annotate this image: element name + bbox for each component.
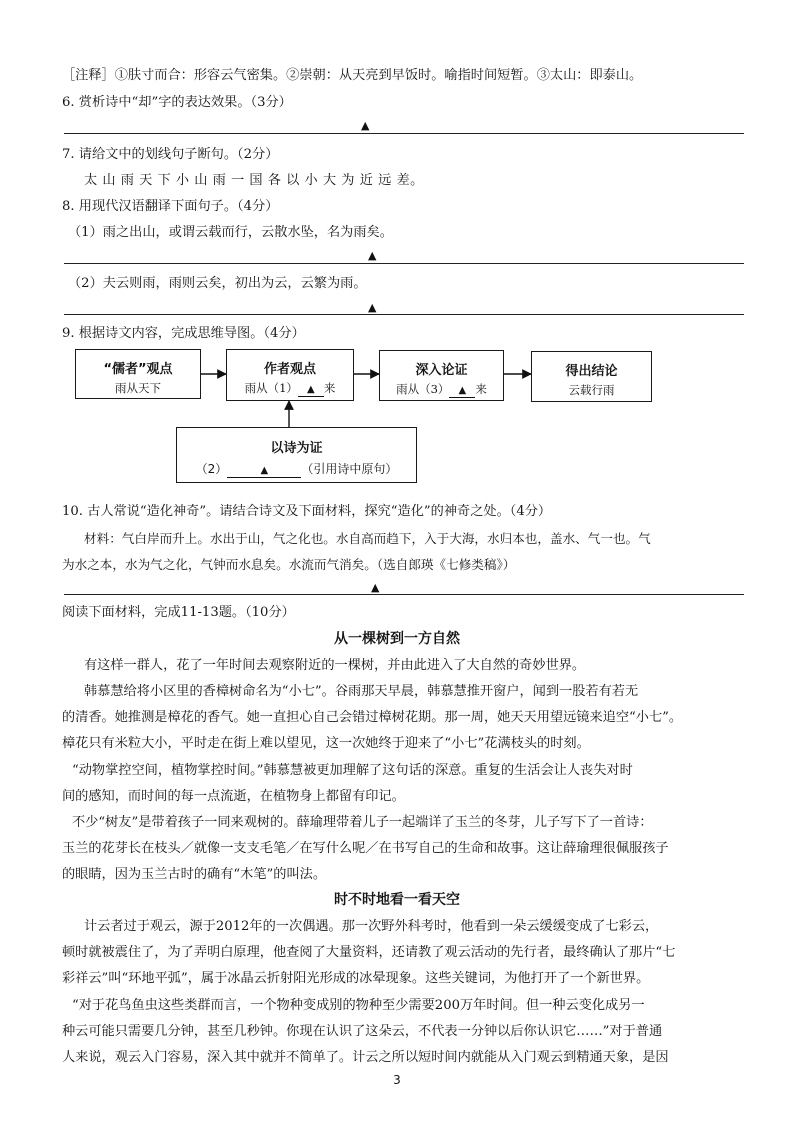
box-title: 以诗为证	[270, 441, 323, 456]
article-title: 从一棵树到一方自然	[334, 631, 460, 647]
answer-line[interactable]	[64, 263, 744, 264]
paragraph: 间的感知，而时间的每一点流逝，在植物身上都留有印记。	[62, 789, 405, 804]
question-8-part-1: （1）雨之出山，或谓云载而行，云散水坠，名为雨矣。	[68, 225, 393, 240]
box-text: 雨从天下	[115, 381, 161, 395]
blank-3[interactable]: ▲	[449, 385, 475, 398]
blank-suffix: （引用诗中原句）	[301, 462, 398, 476]
paragraph: 樟花只有米粒大小，平时走在街上难以望见，这一次她终于迎来了“小七”花满枝头的时刻。	[62, 736, 590, 751]
annotation-notes: ［注释］①肤寸而合：形容云气密集。②崇朝：从天亮到早饭时。喻指时间短暂。③太山：即泰山。	[62, 68, 643, 83]
mindmap-box-author-view	[226, 349, 354, 401]
box-title: 作者观点	[263, 362, 316, 377]
question-10-material: 材料：气白岸而升上。水出于山，气之化也。水自高而趋下，入于大海，水归本也，盖水、气一也。气	[84, 531, 651, 546]
mindmap-box-conclusion	[531, 351, 652, 402]
answer-line[interactable]	[64, 133, 744, 134]
question-7: 7. 请给文中的划线句子断句。（2分）	[62, 147, 279, 162]
question-10-material: 为水之本，水为气之化，气钟而水息矣。水流而气消矣。（选自郎瑛《七修类稿》）	[62, 557, 516, 572]
paragraph: “对于花鸟鱼虫这些类群而言，一个物种变成别的物种至少需要200万年时间。但一种云变化成另一	[72, 998, 645, 1013]
paragraph: 计云者过于观云，源于2012年的一次偶遇。那一次野外科考时，他看到一朵云缓缓变成了七彩云，	[84, 919, 659, 934]
blank-1[interactable]: ▲	[298, 384, 324, 397]
answer-marker: ▲	[368, 301, 377, 314]
box-title: 深入论证	[415, 363, 468, 378]
paragraph: 的清香。她推测是樟花的香气。她一直担心自己会错过樟树花期。那一周，她天天用望远镜来追空“小七”。	[62, 710, 683, 725]
blank-suffix: 来	[323, 381, 336, 395]
blank-prefix: 雨从（1）	[244, 381, 298, 395]
paragraph: 不少“树友”是带着孩子一同来观树的。薛瑜理带着儿子一起端详了玉兰的冬芽，儿子写下了一首诗：	[72, 815, 653, 830]
box-title: 得出结论	[565, 364, 618, 379]
blank-2[interactable]: ▲	[227, 465, 301, 478]
mindmap-box-poem-evidence	[176, 427, 417, 483]
question-8-part-2: （2）夫云则雨，雨则云矣，初出为云，云繁为雨。	[68, 276, 367, 291]
box-text: 云载行雨	[568, 383, 615, 397]
article-title: 时不时地看一看天空	[334, 892, 460, 908]
mindmap-box-confucian-view	[75, 349, 201, 399]
paragraph: 彩祥云”叫“环地平弧”，属于冰晶云折射阳光形成的冰晕现象。这些关键词，为他打开了一个新世界。	[62, 971, 650, 986]
blank-suffix: 来	[475, 382, 487, 396]
answer-marker: ▲	[371, 581, 380, 594]
sentence-to-punctuate: 太 山 雨 天 下 小 山 雨 一 国 各 以 小 大 为 近 远 差。	[84, 173, 424, 188]
question-8: 8. 用现代汉语翻译下面句子。（4分）	[62, 199, 279, 214]
paragraph: 种云可能只需要几分钟，甚至几秒钟。你现在认识了这朵云，不代表一分钟以后你认识它……”对于普通	[62, 1024, 663, 1039]
answer-marker: ▲	[368, 249, 377, 262]
paragraph: 的眼睛，因为玉兰古时的确有“木笔”的叫法。	[62, 867, 327, 882]
question-6: 6. 赏析诗中“却”字的表达效果。（3分）	[62, 95, 292, 110]
question-9: 9. 根据诗文内容，完成思维导图。（4分）	[62, 326, 305, 341]
paragraph: 有这样一群人，花了一年时间去观察附近的一棵树，并由此进入了大自然的奇妙世界。	[84, 658, 586, 673]
paragraph: “动物掌控空间，植物掌控时间。”韩慕慧被更加理解了这句话的深意。重复的生活会让人丧失对时	[72, 763, 633, 778]
paragraph: 玉兰的花芽长在枝头／就像一支支毛笔／在写什么呢／在书写自己的生命和故事。这让薛瑜理很佩服孩子	[62, 841, 669, 856]
answer-line[interactable]	[64, 314, 744, 315]
question-10: 10. 古人常说“造化神奇”。请结合诗文及下面材料，探究“造化”的神奇之处。（4分）	[62, 504, 552, 519]
answer-marker: ▲	[361, 119, 370, 132]
paragraph: 人来说，观云入门容易，深入其中就并不简单了。计云之所以短时间内就能从入门观云到精通天象，是因	[62, 1050, 669, 1065]
reading-intro: 阅读下面材料，完成11-13题。（10分）	[62, 605, 295, 620]
mindmap-box-further-argument	[379, 350, 504, 401]
paragraph: 顿时就被震住了，为了弄明白原理，他查阅了大量资料，还请教了观云活动的先行者，最终确认了那片“七	[62, 945, 676, 960]
box-title: “儒者”观点	[103, 362, 173, 377]
answer-line[interactable]	[64, 594, 744, 595]
blank-prefix: （2）	[195, 462, 228, 476]
paragraph: 韩慕慧给将小区里的香樟树命名为“小七”。谷雨那天早晨，韩慕慧推开窗户，闻到一股若有若无	[84, 684, 639, 699]
blank-prefix: 雨从（3）	[396, 382, 450, 396]
page-number: 3	[393, 1073, 401, 1087]
